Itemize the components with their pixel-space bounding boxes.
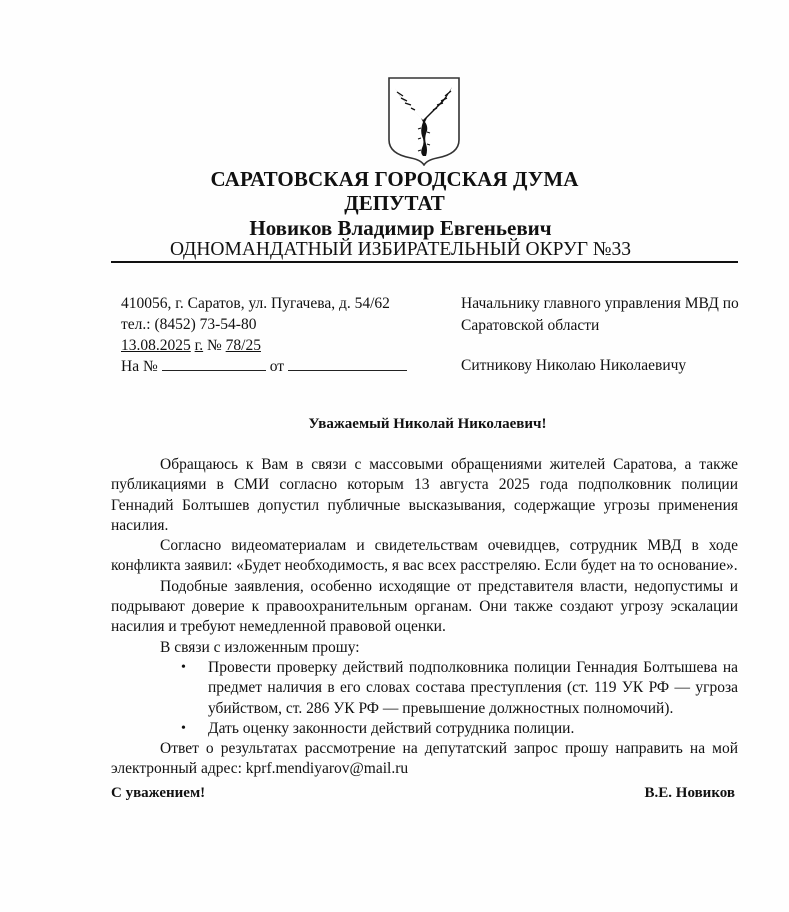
letter-body [111, 455, 738, 780]
reply-from-label: от [269, 358, 285, 375]
electoral-district: ОДНОМАНДАТНЫЙ ИЗБИРАТЕЛЬНЫЙ ОКРУГ №33 [169, 239, 632, 260]
deputy-name: Новиков Владимир Евгеньевич [249, 216, 552, 240]
body-paragraph: В связи с изложенным прошу: [160, 638, 360, 656]
sender-phone: тел.: (8452) 73-54-80 [121, 316, 257, 333]
sender-address: 410056, г. Саратов, ул. Пугачева, д. 54/62 [121, 295, 390, 312]
closing-phrase: С уважением! [111, 785, 206, 801]
recipient-line-1: Начальнику главного управления МВД по [461, 295, 739, 312]
body-paragraph: Обращаюсь к Вам в связи с массовыми обращениями жителей Саратова, а также публикациями в СМИ согласно которым 13 августа 2025 года подполковник полиции Геннадий Болтышев допустил публичные высказывания, содержащие угрозы применения насилия. [111, 456, 738, 534]
requests-list [181, 658, 738, 739]
request-item [181, 658, 738, 719]
reply-reference [121, 356, 407, 377]
request-item [181, 719, 738, 739]
reply-date-blank [288, 357, 407, 371]
body-paragraph: Подобные заявления, особенно исходящие от представителя власти, недопустимы и подрывают доверие к правоохранительным органам. Они также создают угрозу эскалации насилия и требуют немедленной правовой оценки. [111, 577, 738, 636]
bullet-icon: • [181, 720, 186, 736]
body-paragraph: Согласно видеоматериалам и свидетельствам очевидцев, сотрудник МВД в ходе конфликта заявил: «Будет необходимость, я вас всех расстреляю. Если будет на то основание». [111, 537, 738, 575]
outgoing-reference [121, 335, 407, 356]
recipient-name: Ситникову Николаю Николаевичу [461, 357, 687, 374]
request-text: Дать оценку законности действий сотрудника полиции. [208, 719, 575, 737]
letter-date: 13.08.2025 [121, 337, 191, 354]
header-divider [111, 261, 738, 263]
organization-name: САРАТОВСКАЯ ГОРОДСКАЯ ДУМА [210, 167, 579, 191]
saratov-coat-of-arms-icon [385, 74, 463, 166]
salutation: Уважаемый Николай Николаевич! [308, 416, 547, 432]
recipient-line-2: Саратовской области [461, 317, 600, 334]
letter-number: 78/25 [225, 337, 261, 354]
bullet-icon: • [181, 659, 186, 675]
closing-paragraph: Ответ о результатах рассмотрение на депутатский запрос прошу направить на мой электронный адрес: kprf.mendiyarov@mail.ru [111, 740, 738, 778]
request-text: Провести проверку действий подполковника полиции Геннадия Болтышева на предмет наличия в его словах состава преступления (ст. 119 УК РФ — угроза убийством, ст. 286 УК РФ — превышение должностных полномочий). [208, 658, 738, 717]
reply-to-label: На № [121, 358, 158, 375]
position-title: ДЕПУТАТ [344, 191, 445, 215]
reply-number-blank [162, 357, 266, 371]
sender-block [121, 293, 407, 377]
signer-name: В.Е. Новиков [644, 785, 735, 801]
letter-date-suffix: г. [194, 337, 204, 354]
letter-number-label: № [206, 337, 222, 354]
recipient-block [461, 293, 739, 377]
